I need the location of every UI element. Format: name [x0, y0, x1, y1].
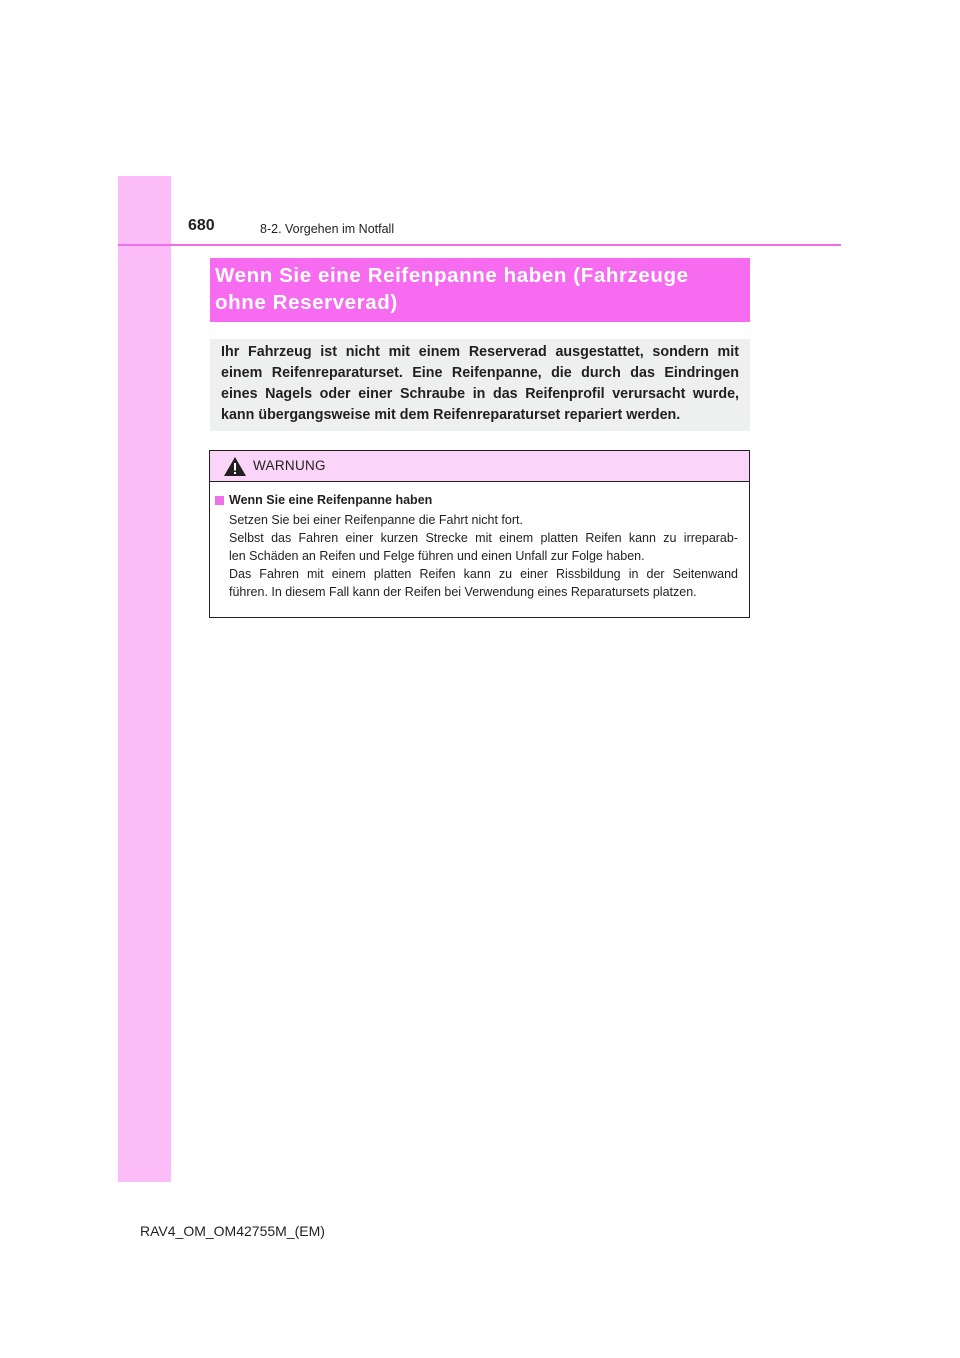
section-title-line-1: Wenn Sie eine Reifenpanne haben (Fahrzeuge — [215, 264, 689, 287]
intro-box — [210, 339, 750, 431]
warning-subheading-text: Wenn Sie eine Reifenpanne haben — [229, 493, 433, 507]
header-rule — [118, 244, 841, 246]
warning-text — [229, 511, 738, 601]
square-bullet-icon — [215, 496, 224, 505]
warning-box — [209, 450, 750, 618]
warning-line: führen. In diesem Fall kann der Reifen bei Verwendung eines Reparatursets platzen. — [229, 585, 697, 599]
section-title-box — [210, 258, 750, 322]
warning-line: len Schäden an Reifen und Felge führen und einen Unfall zur Folge haben. — [229, 549, 645, 563]
section-title — [215, 262, 750, 316]
warning-body — [210, 482, 749, 601]
warning-line: Selbst das Fahren einer kurzen Strecke mit einem platten Reifen kann zu irreparab- — [229, 531, 738, 545]
warning-line: Setzen Sie bei einer Reifenpanne die Fahrt nicht fort. — [229, 513, 523, 527]
warning-triangle-icon — [223, 456, 247, 477]
warning-subheading — [215, 493, 738, 507]
section-title-line-2: ohne Reserverad) — [215, 291, 398, 314]
intro-text: Ihr Fahrzeug ist nicht mit einem Reserverad ausgestattet, sondern mit einem Reifenreparaturset. Eine Reifenpanne, die durch das Eindringen eines Nagels oder einer Schraube in das Reifenprofil verursacht wurde, kann übergangsweise mit dem Reifenreparaturset repariert werden. — [221, 344, 739, 423]
warning-header — [210, 451, 749, 482]
section-reference: 8-2. Vorgehen im Notfall — [260, 222, 395, 236]
page-number: 680 — [188, 217, 215, 234]
chapter-side-tab — [118, 176, 171, 1182]
warning-line: Das Fahren mit einem platten Reifen kann zu einer Rissbildung in der Seitenwand — [229, 567, 738, 581]
warning-label: WARNUNG — [253, 458, 326, 473]
footer-document-code: RAV4_OM_OM42755M_(EM) — [140, 1223, 325, 1239]
